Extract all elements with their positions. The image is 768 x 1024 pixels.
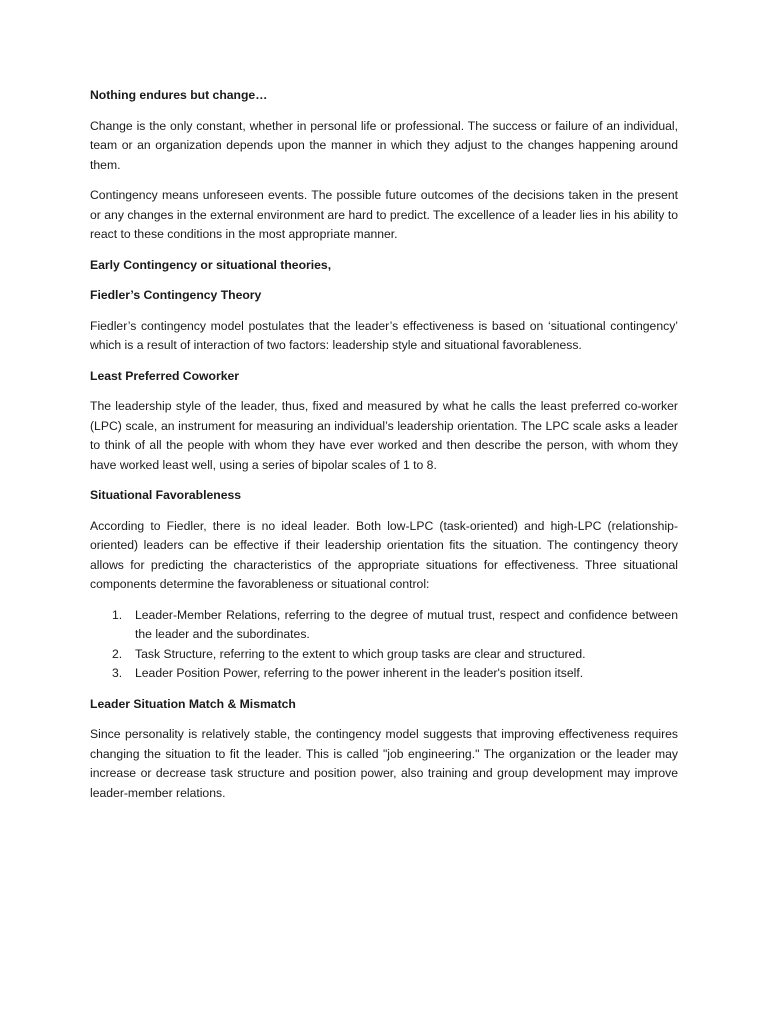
section-heading-favorableness: Situational Favorableness <box>90 488 242 502</box>
fiedler-paragraph: Fiedler’s contingency model postulates that the leader’s effectiveness is based on ‘situational contingency’ which is a result of interaction of two factors: leadership style and situational favorableness. <box>90 318 678 352</box>
list-item-text: Task Structure, referring to the extent to which group tasks are clear and structured. <box>135 646 586 661</box>
list-item-number: 1. <box>112 607 123 622</box>
list-item <box>90 606 678 645</box>
situational-components-list <box>90 606 678 684</box>
list-item <box>90 645 678 665</box>
favorableness-paragraph: According to Fiedler, there is no ideal leader. Both low-LPC (task-oriented) and high-LPC (relationship-oriented) leaders can be effective if their leadership orientation fits the situation. The contingency theory allows for predicting the characteristics of the appropriate situations for effectiveness. Three situational components determine the favorableness or situational control: <box>90 518 678 591</box>
intro-paragraph-1: Change is the only constant, whether in personal life or professional. The success or failure of an individual, team or an organization depends upon the manner in which they adjust to the changes happening around them. <box>90 118 678 172</box>
section-heading-fiedler: Fiedler’s Contingency Theory <box>90 288 262 302</box>
list-item <box>90 664 678 684</box>
list-item-number: 3. <box>112 666 123 680</box>
intro-paragraph-2: Contingency means unforeseen events. The possible future outcomes of the decisions taken in the present or any changes in the external environment are hard to predict. The excellence of a leader lies in his ability to react to these conditions in the most appropriate manner. <box>90 188 678 241</box>
document-title: Nothing endures but change… <box>90 88 268 102</box>
section-heading-lpc: Least Preferred Coworker <box>90 368 240 383</box>
list-item-number: 2. <box>112 646 123 661</box>
list-item-text: Leader Position Power, referring to the power inherent in the leader's position itself. <box>135 666 584 680</box>
section-heading-early-theories: Early Contingency or situational theories, <box>90 257 332 272</box>
list-item-text: Leader-Member Relations, referring to the degree of mutual trust, respect and confidence between the leader and the subordinates. <box>135 607 678 641</box>
document-page <box>90 86 678 814</box>
section-heading-match: Leader Situation Match & Mismatch <box>90 696 296 711</box>
lpc-paragraph: The leadership style of the leader, thus, fixed and measured by what he calls the least preferred co-worker (LPC) scale, an instrument for measuring an individual’s leadership orientation. The LPC scale asks a leader to think of all the people with whom they have ever worked and then describe the person, with whom they have worked least well, using a series of bipolar scales of 1 to 8. <box>90 399 678 472</box>
match-paragraph: Since personality is relatively stable, the contingency model suggests that improving effectiveness requires changing the situation to fit the leader. This is called "job engineering." The organization or the leader may increase or decrease task structure and position power, also training and group development may improve leader-member relations. <box>90 727 678 800</box>
